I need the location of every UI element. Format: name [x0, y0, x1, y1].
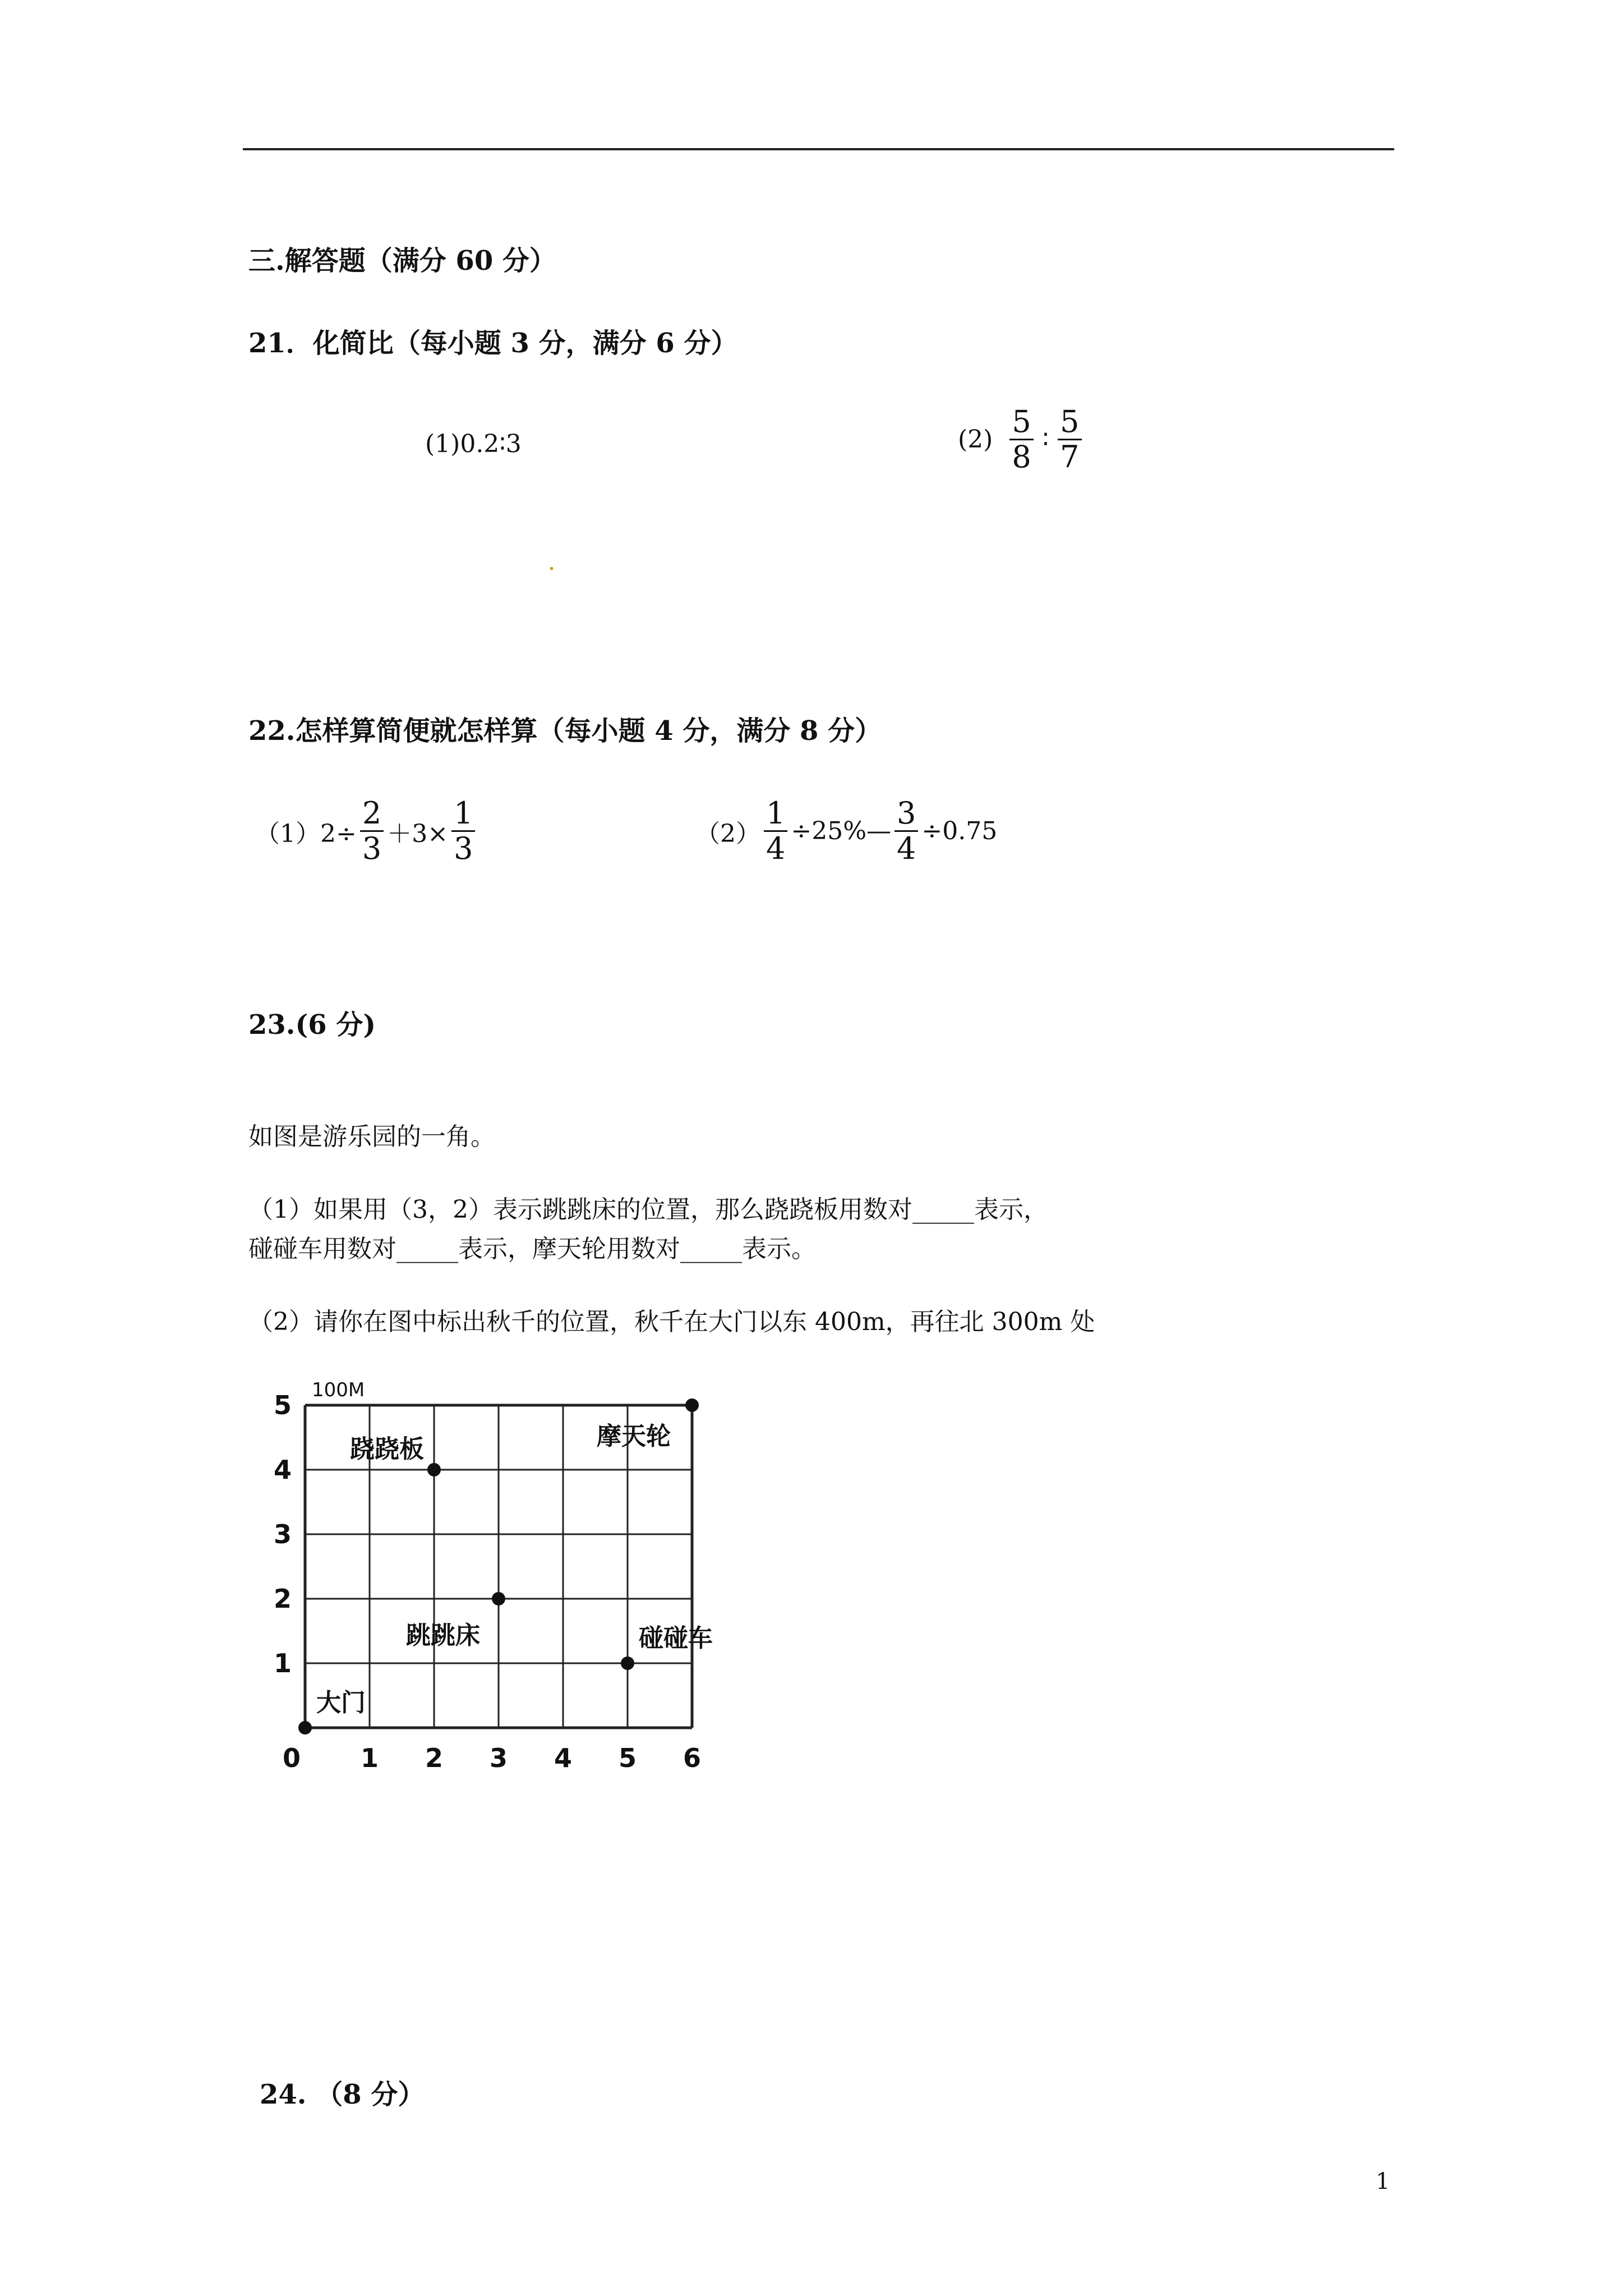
map-point-label: 跷跷板: [350, 1435, 424, 1464]
numerator: 2: [362, 795, 382, 831]
q21-p2-label: (2): [958, 425, 993, 454]
ratio-sign: ∶: [1042, 425, 1049, 454]
denominator: 3: [454, 831, 473, 866]
numerator: 1: [454, 795, 473, 831]
y-tick-label: 5: [273, 1390, 292, 1420]
q22-p2-label: （2）: [695, 819, 760, 848]
x-tick-label: 1: [360, 1743, 379, 1773]
map-point-marker: [492, 1592, 505, 1605]
q22-p2-operator: ÷25%—: [791, 817, 892, 845]
x-tick-label: 0: [282, 1743, 301, 1773]
fraction: [895, 797, 918, 866]
map-point-marker: [298, 1721, 312, 1734]
numerator: 1: [766, 795, 786, 831]
y-tick-label: 4: [273, 1455, 292, 1485]
denominator: 7: [1060, 439, 1080, 475]
x-tick-label: 4: [554, 1743, 573, 1773]
numerator: 5: [1012, 404, 1031, 439]
map-point-label: 摩天轮: [597, 1422, 671, 1451]
q22-p2-tail: ÷0.75: [921, 817, 998, 845]
x-tick-label: 5: [618, 1743, 637, 1773]
numerator: 3: [897, 795, 916, 831]
y-tick-label: 3: [273, 1519, 292, 1549]
y-tick-label: 2: [273, 1584, 292, 1614]
denominator: 4: [766, 831, 786, 866]
section-title: 三.解答题（满分 60 分）: [248, 245, 556, 277]
x-tick-label: 2: [425, 1743, 444, 1773]
q22-problem-1: [255, 797, 478, 866]
map-point-label: 大门: [316, 1688, 366, 1717]
map-point-label: 碰碰车: [639, 1624, 713, 1653]
q23-line-2: 碰碰车用数对_____表示，摩天轮用数对_____表示。: [248, 1235, 816, 1263]
map-point-marker: [427, 1463, 441, 1476]
q23-heading: 23.(6 分): [248, 1009, 376, 1041]
q22-problem-2: [695, 797, 997, 866]
q24-heading: 24. （8 分）: [260, 2079, 425, 2110]
page-number: 1: [1376, 2169, 1390, 2194]
header-rule: [243, 148, 1394, 150]
x-tick-label: 6: [683, 1743, 702, 1773]
fraction: [451, 797, 475, 866]
fraction: [1058, 405, 1081, 474]
fraction: [1009, 405, 1033, 474]
q22-p1-operator: ＋3×: [387, 819, 449, 848]
q23-line-1: （1）如果用（3，2）表示跳跳床的位置，那么跷跷板用数对_____表示，: [248, 1195, 1048, 1224]
x-tick-label: 3: [489, 1743, 508, 1773]
q21-problem-2: [958, 405, 1085, 474]
fraction: [360, 797, 384, 866]
y-tick-label: 1: [273, 1648, 292, 1678]
q21-problem-1: (1)0.2∶3: [425, 430, 522, 458]
q22-p1-label: （1）2÷: [255, 819, 357, 848]
denominator: 3: [362, 831, 382, 866]
q23-intro: 如图是游乐园的一角。: [248, 1122, 495, 1151]
q22-heading: 22.怎样算简便就怎样算（每小题 4 分，满分 8 分）: [248, 715, 882, 747]
stray-dot: [550, 567, 553, 570]
q23-line-3: （2）请你在图中标出秋千的位置，秋千在大门以东 400m，再往北 300m 处: [248, 1308, 1095, 1336]
map-point-marker: [685, 1398, 699, 1412]
numerator: 5: [1060, 404, 1080, 439]
amusement-park-grid-map: [264, 1374, 723, 1801]
unit-label: 100M: [312, 1379, 365, 1401]
fraction: [764, 797, 787, 866]
map-point-label: 跳跳床: [406, 1621, 480, 1650]
denominator: 8: [1012, 439, 1031, 475]
q21-heading: 21．化简比（每小题 3 分，满分 6 分）: [248, 328, 738, 359]
denominator: 4: [897, 831, 916, 866]
map-point-marker: [621, 1657, 634, 1670]
